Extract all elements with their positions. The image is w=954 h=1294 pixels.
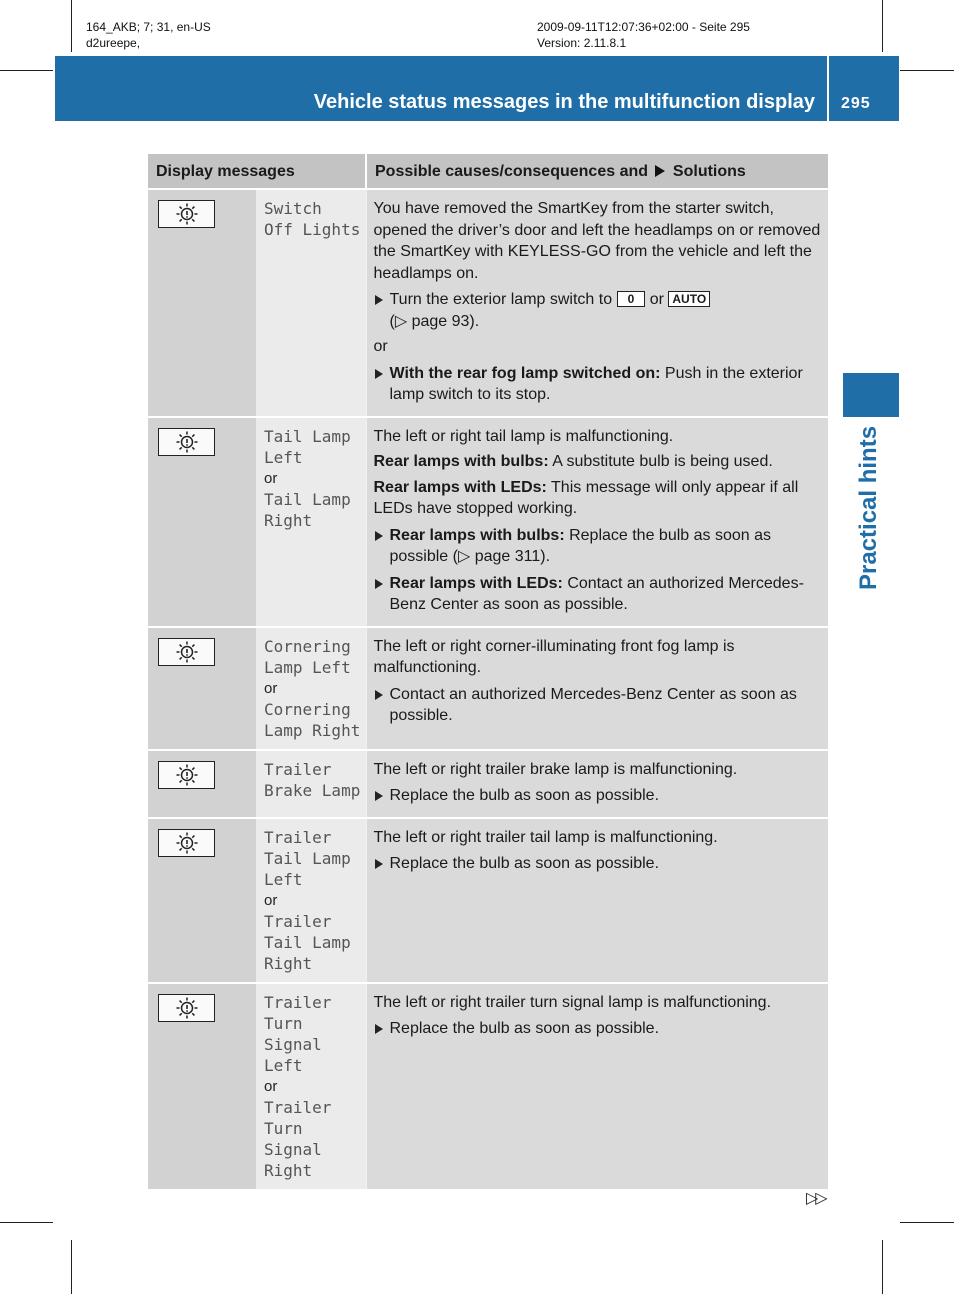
- continued-arrows-icon: ▷▷: [806, 1190, 825, 1207]
- solution-step: [374, 573, 823, 616]
- step-text: Contact an authorized Mercedes-Benz Center as soon as possible.: [389, 574, 804, 613]
- cause-detail: This message will only appear if all LEDs have stopped working.: [373, 478, 799, 517]
- column-header-causes-solutions: [366, 154, 828, 189]
- page-number: 295: [841, 95, 871, 112]
- cause-text: The left or right corner-illuminating front fog lamp is malfunctioning.: [373, 637, 735, 676]
- lamp-malfunction-icon: [158, 200, 215, 228]
- display-message: Trailer Brake Lamp: [264, 759, 361, 800]
- crop-mark: [900, 70, 954, 71]
- column-header-solutions: Solutions: [672, 163, 746, 180]
- lamp-symbol-glyph: [174, 641, 200, 663]
- step-condition: Rear lamps with bulbs:: [389, 526, 565, 544]
- section-title: Vehicle status messages in the multifunction display: [313, 91, 815, 113]
- display-message: Cornering Lamp Right: [264, 699, 361, 740]
- print-meta-right: [537, 19, 750, 51]
- step-condition: Rear lamps with LEDs:: [389, 574, 563, 592]
- crop-mark: [882, 1240, 883, 1294]
- message-cell: [256, 627, 366, 750]
- lamp-switch-auto-key: AUTO: [668, 291, 710, 307]
- or-text: or: [373, 338, 388, 355]
- section-banner: [55, 56, 899, 121]
- message-cell: [256, 750, 366, 818]
- solution-step: [374, 525, 823, 568]
- or-text: or: [264, 891, 278, 909]
- cause-detail: A substitute bulb is being used.: [548, 453, 773, 470]
- print-meta-left: [86, 19, 211, 51]
- cause-text: [374, 451, 823, 473]
- message-cell: [256, 818, 366, 983]
- crop-mark: [900, 1222, 954, 1223]
- solution-step: [374, 363, 823, 406]
- display-message: Switch Off Lights: [264, 199, 361, 239]
- message-cell: [256, 983, 366, 1190]
- cause-text: [374, 477, 823, 520]
- lamp-symbol-glyph: [174, 203, 200, 225]
- solution-step: Replace the bulb as soon as possible.: [374, 785, 823, 807]
- column-header-display-messages: Display messages: [148, 154, 366, 189]
- crop-mark: [0, 70, 53, 71]
- lamp-symbol-glyph: [174, 997, 200, 1019]
- step-text: Turn the exterior lamp switch to: [389, 291, 613, 308]
- or-text: or: [264, 679, 278, 697]
- or-text: or: [264, 469, 278, 487]
- icon-cell: [148, 750, 256, 818]
- table-row: [148, 750, 828, 818]
- icon-cell: [148, 627, 256, 750]
- display-message: Tail Lamp Right: [264, 489, 351, 530]
- crop-mark: [0, 1222, 53, 1223]
- description-cell: [366, 417, 828, 627]
- table-header-row: [148, 154, 828, 189]
- message-cell: [256, 189, 366, 417]
- crop-mark: [71, 0, 72, 52]
- step-text: Replace the bulb as soon as possible (▷ page 311).: [389, 526, 771, 565]
- lamp-switch-off-key: 0: [617, 291, 646, 307]
- description-cell: [366, 627, 828, 750]
- display-message: Trailer Tail Lamp Left: [264, 827, 351, 889]
- display-message: Trailer Tail Lamp Right: [264, 911, 351, 973]
- solution-step: Contact an authorized Mercedes-Benz Center as soon as possible.: [374, 684, 823, 727]
- icon-cell: [148, 818, 256, 983]
- display-message: Trailer Turn Signal Left: [264, 992, 332, 1075]
- description-cell: [366, 750, 828, 818]
- chapter-tab-label: Practical hints: [855, 425, 882, 590]
- cause-text: The left or right tail lamp is malfunctioning.: [373, 427, 674, 445]
- step-text: Push in the exterior lamp switch to its stop.: [389, 364, 803, 403]
- display-message: Trailer Turn Signal Right: [264, 1097, 332, 1180]
- triangle-bullet-icon: [655, 165, 665, 177]
- cause-text: The left or right trailer tail lamp is malfunctioning.: [373, 828, 718, 846]
- status-messages-table: [148, 154, 828, 1191]
- lamp-malfunction-icon: [158, 761, 215, 789]
- crop-mark: [71, 1240, 72, 1294]
- icon-cell: [148, 189, 256, 417]
- step-or: or: [649, 291, 664, 308]
- description-cell: [366, 983, 828, 1190]
- meta-left-line2: d2ureepe,: [86, 36, 141, 50]
- message-cell: [256, 417, 366, 627]
- display-message: Cornering Lamp Left: [264, 636, 351, 677]
- meta-left-line1: 164_AKB; 7; 31, en-US: [86, 20, 211, 34]
- table-row: [148, 627, 828, 750]
- icon-cell: [148, 417, 256, 627]
- cause-text: You have removed the SmartKey from the starter switch, opened the driver’s door and left the headlamps on or removed the SmartKey with KEYLESS-GO from the vehicle and left the headlamps on.: [373, 200, 821, 282]
- step-condition: With the rear fog lamp switched on:: [389, 364, 661, 382]
- lamp-malfunction-icon: [158, 428, 215, 456]
- page-reference: (▷ page 93).: [389, 312, 480, 330]
- table-row: [148, 189, 828, 417]
- cause-text: The left or right trailer brake lamp is malfunctioning.: [373, 760, 738, 778]
- table-row: [148, 417, 828, 627]
- cause-text: The left or right trailer turn signal lamp is malfunctioning.: [373, 993, 772, 1011]
- lamp-symbol-glyph: [174, 764, 200, 786]
- cause-condition: Rear lamps with LEDs:: [373, 478, 547, 496]
- cause-condition: Rear lamps with bulbs:: [373, 453, 549, 470]
- lamp-malfunction-icon: [158, 994, 215, 1022]
- crop-mark: [882, 0, 883, 52]
- meta-right-line1: 2009-09-11T12:07:36+02:00 - Seite 295: [537, 20, 750, 34]
- solution-step: Replace the bulb as soon as possible.: [374, 1018, 823, 1040]
- lamp-symbol-glyph: [174, 431, 200, 453]
- table-row: [148, 818, 828, 983]
- lamp-malfunction-icon: [158, 638, 215, 666]
- lamp-symbol-glyph: [174, 832, 200, 854]
- display-message: Tail Lamp Left: [264, 426, 351, 467]
- column-header-causes: Possible causes/consequences and: [375, 163, 649, 180]
- solution-step: [374, 289, 823, 332]
- description-cell: [366, 818, 828, 983]
- description-cell: [366, 189, 828, 417]
- or-text: or: [264, 1077, 278, 1095]
- solution-step: Replace the bulb as soon as possible.: [374, 853, 823, 875]
- lamp-malfunction-icon: [158, 829, 215, 857]
- meta-right-line2: Version: 2.11.8.1: [537, 36, 627, 50]
- table-row: [148, 983, 828, 1190]
- icon-cell: [148, 983, 256, 1190]
- banner-divider: [827, 56, 829, 121]
